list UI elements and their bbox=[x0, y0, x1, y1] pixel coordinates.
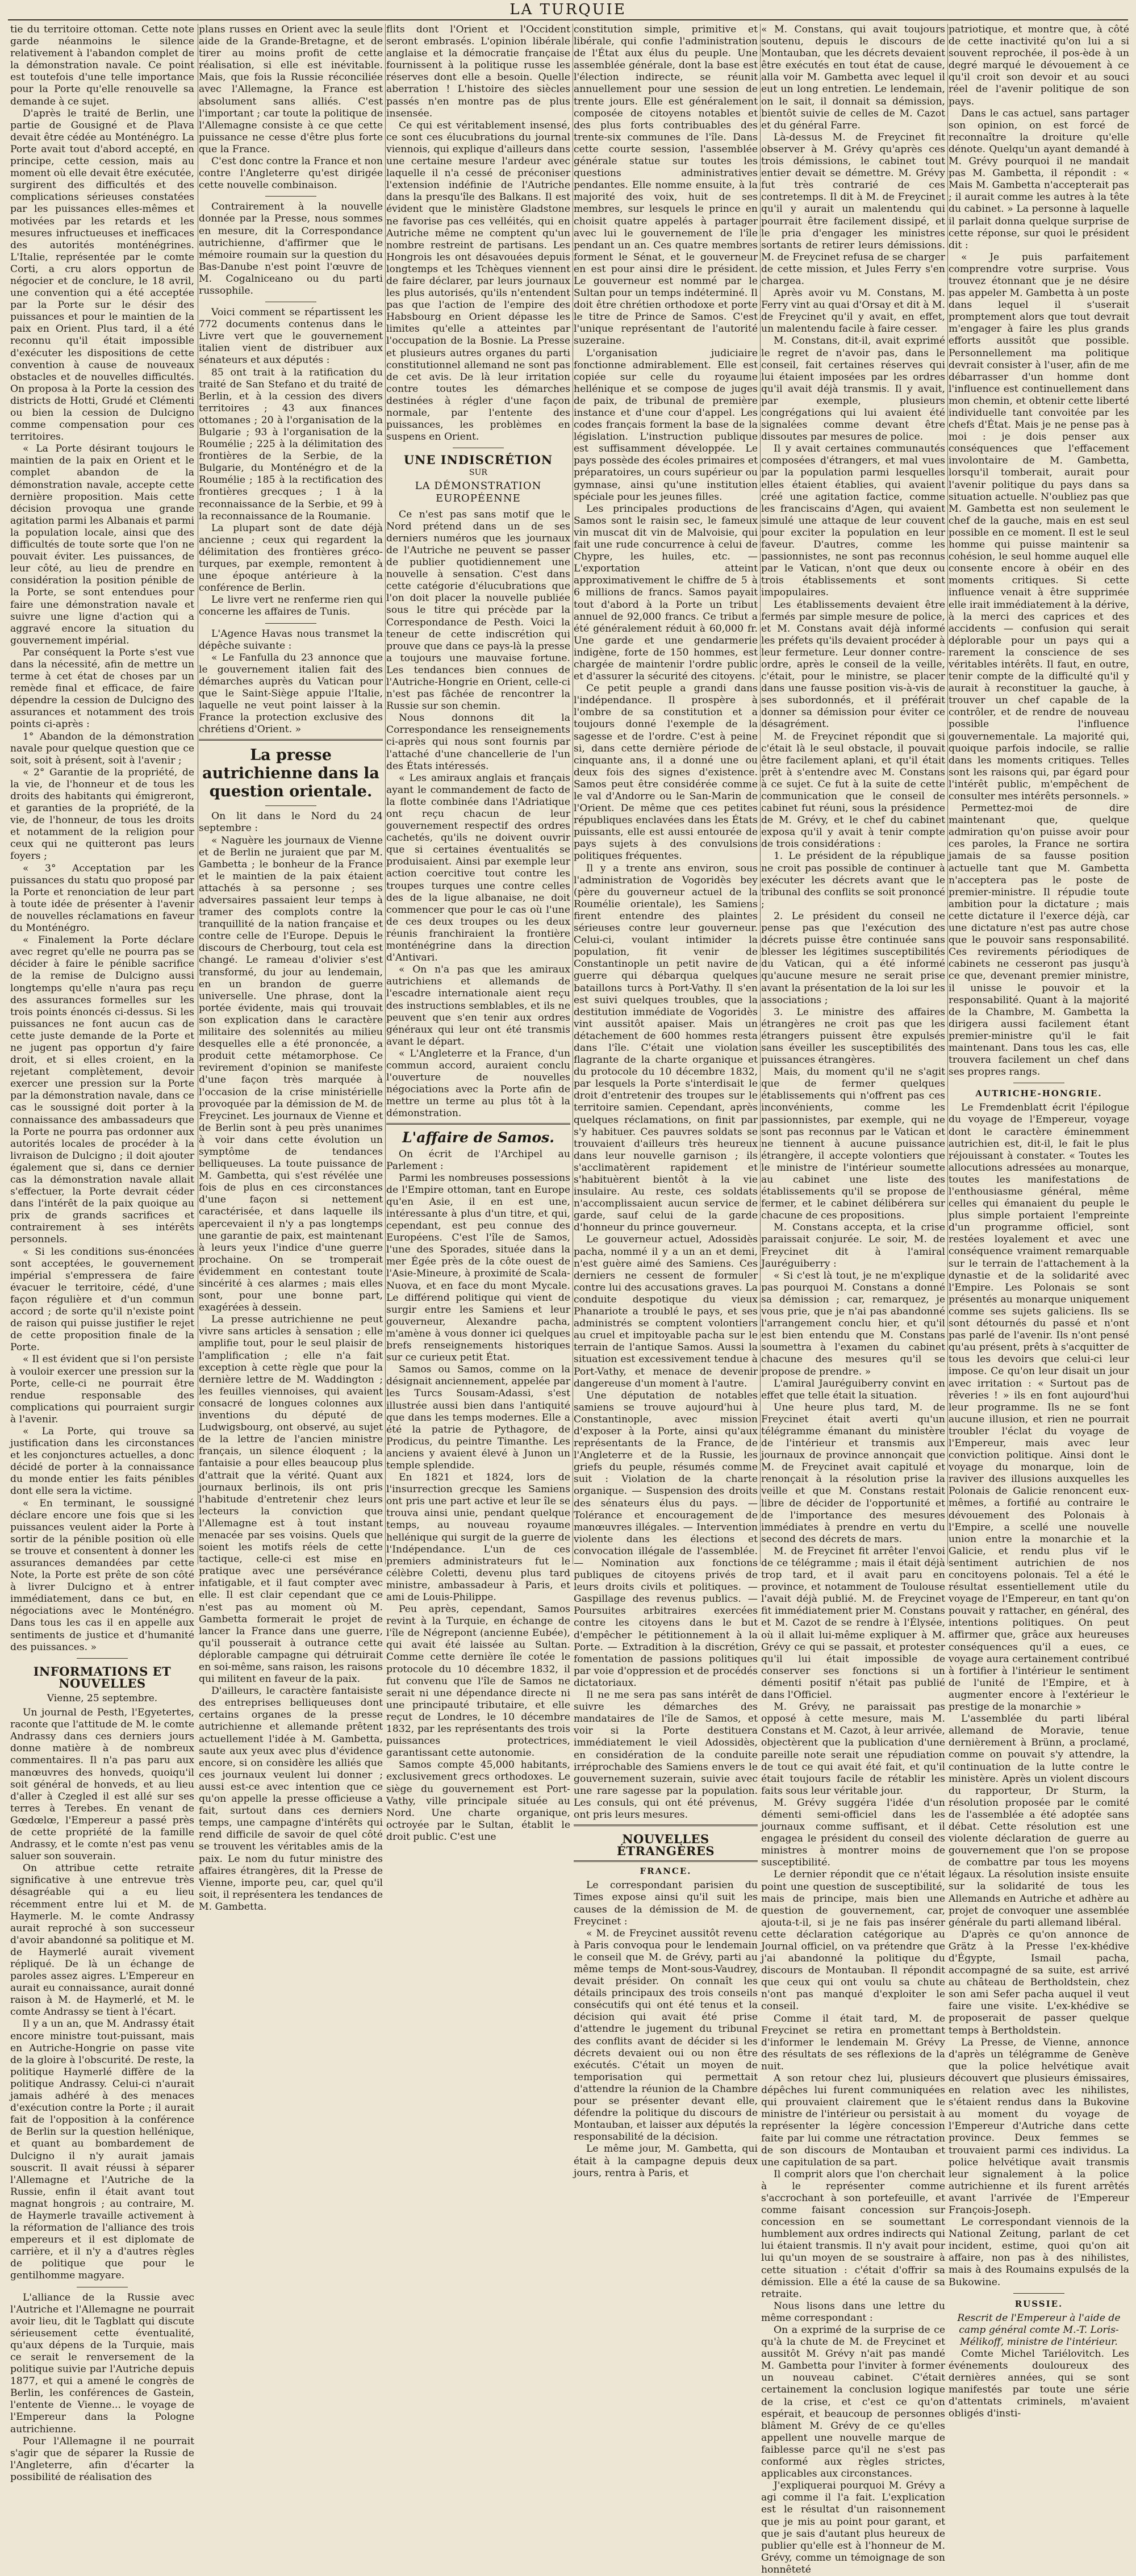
paragraph: Le Fremdenblatt écrit l'épilogue du voyage de l'Empereur, voyage dont le caractère éminemment autrichien est, dit-il, le fait le plus réjouissant à constater. « Toutes les allocutions adressées au monarque, toutes les manifestations de l'enthousiasme général, même celles qui émanaient du peuple le plus simple portaient l'empreinte d'un programme officiel, sont restées loyalement et avec une conséquence vraiment remarquable sur le terrain de l'attachement à la dynastie et de la solidarité avec l'Empire. Les Polonais se sont présentés au monarque uniquement comme ses sujets galiciens. Ils se sont détournés du passé et n'ont pas parlé de l'avenir. Ils n'ont pensé qu'au présent, prêts à s'acquitter de tous les devoirs que celui-ci leur impose. Ce qu'on leur disait un jour avec irritation : « Surtout pas de rêveries ! » ils en font aujourd'hui leur programme. Ils ne se font aucune illusion, et rien ne pourrait troubler l'éclat du voyage de l'Empereur, mais avec leur conviction politique. Ainsi dont le voyage du monarque, loin de raviver des illusions auxquelles les Polonais de Galicie renoncent eux-mêmes, a fortifié au contraire le dévouement des Polonais à l'Empire, a scellé une nouvelle union entre la monarchie et la Galicie, et rendu plus vif le sentiment autrichien de nos concitoyens polonais. Tel a été le résultat essentiellement utile du voyage de l'Empereur, en tant qu'on pouvait y rattacher, en général, des intentions politiques. On peut affirmer que, grâce aux heureuses conséquences qu'il a eues, ce voyage aura certainement contribué à fortifier à l'intérieur le sentiment de l'unité de l'Empire, et à augmenter encore à l'extérieur le prestige de la monarchie » bbox=[949, 1102, 1129, 1713]
paragraph: « Les amiraux anglais et français ayant le commandement de facto de la flotte combinée dans l'Adriatique ont reçu chacun de leur gouvernement respectif des ordres cachetés, qu'ils ne doivent ouvrir que si certaines éventualités se produisaient. Ainsi par exemple leur action coercitive tout contre les troupes turques une contre celles des de la ligue albanaise, ne doit commencer que pour le cas où l'une de ces deux troupes ou les deux réunis franchiraient la frontière monténégrine dans la direction d'Antivari. bbox=[386, 772, 570, 964]
paragraph: Samos compte 45,000 habitants, exclusivement grecs orthodoxes. Le siège du gouvernement est Port-Vathy, ville principale située au Nord. Une charte organique, octroyée par le Sultan, établit le droit public. C'est une bbox=[386, 1759, 570, 1843]
article-headline: L'affaire de Samos. bbox=[402, 1129, 554, 1146]
paragraph: En 1821 et 1824, lors de l'insurrection grecque les Samiens ont pris une part active et leur île se trouva ainsi unie, pendant quelque temps, au nouveau royaume hellénique qui surgit de la guerre de l'Indépendance. L'un de ces premiers administrateurs fut le célèbre Coletti, devenu plus tard ministre, ambassadeur à Paris, et ami de Louis-Philippe. bbox=[386, 1472, 570, 1603]
dateline: Vienne, 25 septembre. bbox=[47, 1692, 158, 1704]
paragraph: A son retour chez lui, plusieurs dépêches lui furent communiquées qui prouvaient clairement que le ministre de l'intérieur ou persistait à représenter la légère concession faite par lui comme une rétractation de son discours de Montauban et une capitulation de sa part. bbox=[761, 2073, 945, 2168]
paragraph: Ce n'est pas sans motif que le Nord prétend dans un de ses derniers numéros que les journaux de l'Autriche ne peuvent se passer de publier quotidiennement une nouvelle à sensation. C'est dans cette catégorie d'élucubrations que l'on doit placer la nouvelle publiée sous le titre qui précède par la Correspondance de Pesth. Voici la teneur de cette indiscrétion qui prouve que dans ce pays-là la presse a toujours une mauvaise fortune. Les tendances bien connues de l'Autriche-Hongrie en Orient, celle-ci n'est pas fâchée de rencontrer la Russie sur son chemin. bbox=[386, 508, 570, 712]
column-5 bbox=[761, 24, 945, 2575]
column-2 bbox=[199, 24, 383, 1913]
paragraph: L'Agence Havas nous transmet la dépêche suivante : bbox=[199, 628, 383, 652]
paragraph: Dans le cas actuel, sans partager son opinion, on est forcé de reconnaître la droiture qu'elle dénote. Quelqu'un ayant demandé à M. Grévy pourquoi il ne mandait pas M. Gambetta, il répondit : « Mais M. Gambetta n'accepterait pas ; il aurait comme les autres à la tête du cabinet. » La personne à laquelle il parlait donna quelque surprise de cette réponse, sur quoi le président dit : bbox=[949, 107, 1129, 251]
paragraph: On écrit de l'Archipel au Parlement : bbox=[386, 1148, 570, 1172]
paragraph: Le gouverneur actuel, Adossidès pacha, nommé il y a un an et demi, n'est guère aimé des Samiens. Ces derniers ne cessent de formuler contre lui des accusations graves. La conduite despotique du vieux Phanariote a troublé le pays, et ses administrés se comptent volontiers au cruel et impitoyable pacha sur le terrain de l'antique Samos. Aussi la situation est excessivement tendue à Port-Vathy, et menace de devenir dangereuse d'un moment à l'autre. bbox=[574, 1234, 758, 1389]
paragraph: « 2° Garantie de la propriété, de la vie, de l'honneur et de tous les droits des habitants qui émigreront, et garanties de la propriété, de la vie, de l'honneur, de tous les droits et notamment de la religion pour ceux qui ne quitteront pas leurs foyers ; bbox=[10, 766, 194, 862]
paragraph: M. de Freycinet fit arrêter l'envoi de ce télégramme ; mais il était déjà trop tard, et il avait paru en province, et notamment de Toulouse l'avait déjà publié. M. de Freycinet fit immédiatement prier M. Constans et M. Cazot de se rendre à l'Élysée, où il allait lui-même expliquer à M. Grévy ce qui se passait, et protester qu'il lui était impossible de conserver ses fonctions si un démenti positif n'était pas publié dans l'Officiel. bbox=[761, 1545, 945, 1701]
paragraph: Mais, du moment qu'il ne s'agit que de fermer quelques établissements qui n'offrent pas ces inconvénients, comme les passionnistes, par exemple, qui ne sont pas reconnus par le Vatican et ne tiennent à aucune puissance étrangère, il accepte volontiers que le ministre de l'intérieur soumette au cabinet une liste des établissements qu'il se propose de fermer, et le cabinet délibérera sur chacune de ces propositions. bbox=[761, 1066, 945, 1222]
divider bbox=[386, 1123, 570, 1125]
paragraph: Ce petit peuple a grandi dans l'indépendance. Il prospère à l'ombre de sa constitution et a toujours donné l'exemple de la sagesse et de l'ordre. C'est à peine si, dans cette dernière période de cinquante ans, il a donné une ou deux fois des signes d'existence. Samos peut être considérée comme le val d'Andorre ou le San-Marin de l'Orient. De même que ces petites républiques enclavées dans les États puissants, elle est aussi entourée de pays sujets à des convulsions politiques fréquentes. bbox=[574, 683, 758, 862]
paragraph: Le livre vert ne renferme rien qui concerne les affaires de Tunis. bbox=[199, 594, 383, 618]
column-divider bbox=[947, 24, 948, 1564]
paragraph: Par conséquent la Porte s'est vue dans la nécessité, afin de mettre un terme à cet état de choses par un remède final et efficace, de faire dépendre la cession de Dulcigno des assurances et notamment des trois points ci-après : bbox=[10, 646, 194, 730]
column-6 bbox=[949, 24, 1129, 2420]
paragraph: Les établissements devaient être fermés par simple mesure de police, et M. Constans avait déjà informé les préfets qu'ils devaient procéder à leur fermeture. Leur donner contre-ordre, après le conseil de la veille, c'était, pour le ministre, se placer dans une fausse position vis-à-vis de ses subordonnés, et il préférait donner sa démission pour éviter ce désagrément. bbox=[761, 599, 945, 730]
paragraph: « 3° Acceptation par les puissances du statu quo proposé par la Porte et renonciation de leur part à toute idée de présenter à l'avenir de nouvelles réclamations en faveur du Monténégro. bbox=[10, 862, 194, 934]
paragraph: Contrairement à la nouvelle donnée par la Presse, nous sommes en mesure, dit la Correspondance autrichienne, d'affirmer que le mémoire roumain sur la question du Bas-Danube n'est point l'œuvre de M. Cogalniceano ou du parti russophile. bbox=[199, 201, 383, 297]
paragraph: On lit dans le Nord du 24 septembre : bbox=[199, 811, 383, 834]
paragraph: L'alliance de la Russie avec l'Autriche et l'Allemagne ne pourrait avoir lieu, dit le Tagblatt qui discute sérieusement cette éventualité, qu'aux dépens de la Turquie, mais ce serait le renversement de la politique suivie par l'Autriche depuis 1877, et qui a amené le congrès de Berlin, les conférences de Gastein, l'entente de Vienne... le voyage de l'Empereur dans la Pologne autrichienne. bbox=[10, 2291, 194, 2435]
paragraph: 3. Le ministre des affaires étrangères ne croit pas que les étrangers puissent être expulsés sans éveiller les susceptibilités des puissances étrangères. bbox=[761, 1006, 945, 1066]
country-heading: RUSSIE. bbox=[1014, 2298, 1063, 2309]
divider bbox=[199, 739, 383, 741]
paragraph: « Je puis parfaitement comprendre votre surprise. Vous trouvez étonnant que je ne désire pas appeler M. Gambetta à un poste dans lequel il s'userait promptement alors que tout devrait m'engager à faire les plus grands efforts aussitôt que possible. Personnellement ma politique devrait consister à l'user, afin de me débarrasser d'un homme dont l'influence est continuellement dans mon chemin, et obtenir cette liberté individuelle tant convoitée par les chefs d'État. Mais je ne pense pas à moi : je dois penser aux conséquences que l'effacement involontaire de M. Gambetta, lorsqu'il tomberait, aurait pour l'avenir politique du pays dans sa situation actuelle. N'oubliez pas que M. Gambetta est non seulement le chef de la gauche, mais en est seul possible en ce moment. Il est le seul homme qui puisse maintenir sa cohésion, le seul homme auquel elle consente encore à obéir en des moments critiques. Si cette influence venait à être supprimée elle irait immédiatement à la dérive, à la merci des caprices et des accidents — confusion qui serait déplorable pour un pays qui a rarement la conscience de ses véritables intérêts. Il faut, en outre, tenir compte de la difficulté qu'il y aurait à reconstituer la gauche, à trouver un chef capable de la contrôler, et de rendre de nouveau possible l'influence gouvernementale. La majorité qui, quoique parfois indocile, se rallie dans les moments critiques. Telles sont les raisons qui, par égard pour l'intérêt public, m'empêchent de consulter mes intérêts personnels. » bbox=[949, 251, 1129, 802]
paragraph: La plupart sont de date déjà ancienne ; ceux qui regardent la délimitation des frontières gréco-turques, par exemple, remontent à une époque antérieure à la conférence de Berlin. bbox=[199, 522, 383, 594]
paragraph: Le dernier répondit que ce n'était point une question de susceptibilité, mais de principe, mais bien une question de gouvernement, car, ajouta-t-il, si je ne fais pas insérer cette déclaration catégorique au Journal officiel, on va prétendre que j'ai abandonné la politique du discours de Montauban. Il répondit que ceux qui ont voulu sa chute n'ont pas manqué d'exploiter le conseil. bbox=[761, 1869, 945, 2013]
paragraph: 85 ont trait à la ratification du traité de San Stefano et du traité de Berlin, et à la cession des divers territoires ; 43 aux finances ottomanes ; 20 à l'organisation de la Bulgarie ; 93 à l'organisation de la Roumélie ; 225 à la délimitation des frontières de la Serbie, de la Bulgarie, du Monténégro et de la Roumélie ; 185 à la rectification des frontières grecques ; 1 à la reconnaissance de la Serbie, et 99 à la reconnaissance de la Roumanie. bbox=[199, 366, 383, 522]
paragraph: Il comprit alors que l'on cherchait à le représenter comme s'accrochant à son portefeuille, et comme faisant concession sur concession en se soumettant humblement aux ordres indirects qui lui étaient transmis. Il n'y avait pour lui qu'un moyen de se soustraire à cette situation : c'était d'offrir sa démission. Elle a été la cause de sa retraite. bbox=[761, 2168, 945, 2300]
paragraph: La Presse, de Vienne, annonce d'après un télégramme de Genève que la police helvétique avait découvert que plusieurs émissaires, en relation avec les nihilistes, s'étaient rendus dans la Bukovine au moment du voyage de l'Empereur d'Autriche dans cette province. Deux femmes se trouvaient parmi ces individus. La police helvétique avait transmis leur signalement à la police autrichienne et ils furent arrêtés avant l'arrivée de l'Empereur François-Joseph. bbox=[949, 2036, 1129, 2216]
paragraph: D'après ce qu'on annonce de Grätz à la Presse l'ex-khédive d'Égypte, Ismail pacha, accompagné de sa suite, est arrivé au château de Bertholdstein, chez son ami Sefer pacha auquel il veut faire une visite. L'ex-khédive se proposerait de passer quelque temps à Bertholdstein. bbox=[949, 1928, 1129, 2036]
paragraph: Permettez-moi de dire maintenant que, quelque admiration qu'on puisse avoir pour ces paroles, la France ne sortira jamais de sa fausse position actuelle tant que M. Gambetta n'acceptera pas le poste de premier-ministre. Il répudie toute ambition pour la dictature ; mais cette dictature il l'exerce déjà, car une dictature n'est pas autre chose que le pouvoir sans responsabilité. Ces revirements périodiques de cabinets ne cesseront pas jusqu'à ce que, devenant premier ministre, il unisse le pouvoir et la responsabilité. Quant à la majorité de la Chambre, M. Gambetta la dirigera aussi facilement étant premier-ministre qu'il le fait maintenant. Dans tous les cas, elle trouvera facilement un chef dans ses propres rangs. bbox=[949, 803, 1129, 1078]
paragraph: patriotique, et montre que, à côté de cette inactivité qu'on lui a si souvent reprochée, il pos-ède à un degré marqué le dévouement à ce qu'il croit son devoir et au souci réel de l'avenir politique de son pays. bbox=[949, 24, 1129, 107]
paragraph: Une députation de notables samiens se trouve aujourd'hui à Constantinople, avec mission d'exposer à la Porte, ainsi qu'aux représentants de la France, de l'Angleterre et de la Russie, les griefs du peuple, résumés comme suit : Violation de la charte organique. — Suspension des droits des sénateurs élus du pays. — Tolérance et encouragement de manœuvres illégales. — Intervention violente dans les élections et convocation illégale de l'assemblée. — Nomination aux fonctions publiques de citoyens privés de leurs droits civils et politiques. — Gaspillage des revenus publics. — Poursuites arbitraires exercées contre les citoyens dans le but d'empêcher le pétitionnement à la Porte. — Extradition à la discrétion, fomentation de passions politiques par voie d'oppression et de procédés dictatoriaux. bbox=[574, 1389, 758, 1689]
paragraph: L'organisation judiciaire fonctionne admirablement. Elle est copiée sur celle du royaume hellénique et se compose de juges de paix, de tribunal de première instance et d'une cour d'appel. Les codes français forment la base de la législation. L'instruction publique est suffisamment développée. Le pays possède des écoles primaires et préparatoires, un cours supérieur ou gymnase, ainsi qu'une institution spéciale pour les jeunes filles. bbox=[574, 347, 758, 503]
paragraph: Nous donnons dit la Correspondance les renseignements ci-après qui nous sont fournis par l'attaché d'une chancellerie de l'un des États intéressés. bbox=[386, 712, 570, 772]
section-subline: SUR bbox=[469, 468, 487, 478]
column-divider bbox=[760, 24, 761, 1564]
paragraph: 1. Le président de la république ne croit pas possible de continuer à exécuter les décrets avant que le tribunal des conflits se soit prononcé ; bbox=[761, 850, 945, 910]
section-subheading: LA DÉMONSTRATION EUROPÉENNE bbox=[415, 480, 542, 504]
paragraph: Peu après, cependant, Samos revint à la Turquie, en échange de l'île de Négrepont (ancienne Eubée), qui avait été laissée au Sultan. Comme cette dernière île cotée le protocole du 10 décembre 1832, il fut convenu que l'île de Samos ne serait ni une dépendance directe ni une principauté tributaire, et elle reçut de Londres, le 10 décembre 1832, par les représentants des trois puissances protectrices, garantissant cette autonomie. bbox=[386, 1604, 570, 1759]
paragraph: Il ne me sera pas sans intérêt de suivre les démarches des mandataires de l'île de Samos, et voir si la Porte destituera immédiatement le vieil Adossidès, en considération de la conduite irréprochable des Samiens envers le gouvernement suzerain, suivie avec une rare sagesse par la population. Les consuls, qui ont été prévenus, ont pris leurs mesures. bbox=[574, 1689, 758, 1821]
divider bbox=[265, 623, 316, 624]
paragraph: Le même jour, M. Gambetta, qui était à la campagne depuis deux jours, rentra à Paris, et bbox=[574, 2143, 758, 2179]
column-4 bbox=[574, 24, 758, 2179]
section-heading: UNE INDISCRÉTION bbox=[403, 453, 553, 467]
country-heading: AUTRICHE-HONGRIE. bbox=[975, 1088, 1102, 1099]
paragraph: « En terminant, le soussigné déclare encore une fois que si les puissances veulent aider la Porte à sortir de la pénible position où elle se trouve et consentent à donner les assurances demandées par cette Note, la Porte est prête de son côté à livrer Dulcigno et à entrer immédiatement, dans ce but, en négociations avec le Monténégro. Dans tous les cas il en appelle aux sentiments de justice et d'humanité des puissances. » bbox=[10, 1497, 194, 1653]
paragraph: 2. Le président du conseil ne pense pas que l'exécution des décrets puisse être continuée sans blesser les légitimes susceptibilités du Vatican, qui a été informé qu'aucune mesure ne serait prise avant la présentation de la loi sur les associations ; bbox=[761, 910, 945, 1006]
masthead-rule bbox=[8, 19, 1128, 20]
divider bbox=[1013, 2293, 1064, 2294]
column-3 bbox=[386, 24, 570, 1843]
paragraph: On a exprimé de la surprise de ce qu'à la chute de M. de Freycinet et aussitôt M. Grévy n'ait pas mandé M. Gambetta pour l'inviter à former un nouveau cabinet. C'était certainement la conclusion logique de la crise, et c'est ce qu'on espérait, et beaucoup de personnes blâment M. Grévy de ce qu'elles appellent une nouvelle marque de faiblesse parce qu'il ne s'est pas conformé aux règles strictes, applicables aux circonstances. bbox=[761, 2324, 945, 2480]
paragraph: Rescrit de l'Empereur à l'aide de camp général comte M.-T. Loris-Mélikoff, ministre de l'intérieur. bbox=[957, 2312, 1121, 2348]
paragraph: J'expliquerai pourquoi M. Grévy a agi comme il l'a fait. L'explication est le résultat d'un raisonnement que je mis au point pour garant, et que je sais d'autant plus heureux de publier qu'elle est à l'honneur de M. Grévy, comme un témoignage de son honnêteté bbox=[761, 2480, 945, 2575]
divider bbox=[265, 805, 316, 806]
paragraph: « M. Constans, qui avait toujours soutenu, depuis le discours de Montauban, que les décrets devaient être exécutés en tout état de cause, alla voir M. Gambetta avec lequel il eut un long entretien. Le lendemain, on le sait, il donnait sa démission, bientôt suivie de celles de M. Cazot et du général Farre. bbox=[761, 24, 945, 131]
section-heading: INFORMATIONS ET NOUVELLES bbox=[33, 1664, 172, 1690]
paragraph: L'assemblée du parti libéral allemand de Moravie, tenue dernièrement à Brünn, a proclamé, comme on pouvait s'y attendre, la continuation de la lutte contre le ministère. Après un violent discours du rapporteur, Dr Sturm, la résolution proposée par le comité de l'assemblée a été adoptée sans débat. Cette résolution est une violente déclaration de guerre au gouvernement que l'on se propose de combattre par tous les moyens légaux. La résolution insiste ensuite sur la solidarité de tous les Allemands en Autriche et adhère au projet de convoquer une assemblée générale du parti allemand libéral. bbox=[949, 1713, 1129, 1928]
paragraph: « Il est évident que si l'on persiste à vouloir exercer une pression sur la Porte, celle-ci ne pourrait être rendue responsable des complications qui pourraient surgir à l'avenir. bbox=[10, 1354, 194, 1425]
paragraph: D'ailleurs, le caractère fantaisiste des entreprises belliqueuses dont certains organes de la presse autrichienne et allemande prêtent actuellement l'idée à M. Gambetta, saute aux yeux avec plus d'évidence encore, si on considère les alliés que ces journaux veulent lui donner ; aussi est-ce avec intention que ce qu'on appelle la presse officieuse a fait, surtout dans ces derniers temps, une campagne d'intérêts qui rend difficile de savoir de quel côté se trouvent les véritables amis de la paix. Le nom du futur ministre des affaires étrangères, dit la Presse de Vienne, importe peu, car, quel qu'il soit, il représentera les tendances de M. Gambetta. bbox=[199, 1685, 383, 1913]
divider bbox=[77, 1658, 128, 1659]
paragraph: « La Porte désirant toujours le maintien de la paix en Orient et le complet abandon de la démonstration navale, accepte cette dernière proposition. Mais cette décision provoqua une grande agitation parmi les Albanais et parmi la population locale, ainsi que des difficultés de toute sorte que l'on ne pouvait éviter. Les puissances, de leur côté, au lieu de prendre en considération la position pénible de la Porte, se sont entendues pour faire une démonstration navale et suivre une ligne d'action qui a aggravé encore la situation du gouvernement impérial. bbox=[10, 443, 194, 646]
paragraph: On attribue cette retraite significative à une entrevue très désagréable qui a eu lieu récemment entre lui et M. de Haymerle. M. le comte Andrassy aurait reproché à son successeur d'avoir abandonné sa politique et M. de Haymerlé aurait vivement répliqué. De là un échange de paroles assez aigres. L'Empereur en aurait eu connaissance, aurait donné raison à M. de Haymerlé, et M. le comte Andrassy se tient à l'écart. bbox=[10, 1863, 194, 2018]
paragraph: Il y avait certaines communautés composées d'étrangers, et mal vues par la population parmi lesquelles elles étaient établies, qui avaient créé une agitation factice, comme les franciscains d'Agen, qui avaient simulé une attaque de leur couvent pour exciter la population en leur faveur. D'autres, comme les passionnistes, ne sont pas reconnus par le Vatican, n'ont que deux ou trois établissements et sont impopulaires. bbox=[761, 443, 945, 599]
paragraph: 1° Abandon de la démonstration navale pour quelque question que ce soit, soit à présent, soit à l'avenir ; bbox=[10, 730, 194, 766]
country-heading: FRANCE. bbox=[640, 1866, 692, 1877]
paragraph: flits dont l'Orient et l'Occident seront embrasés. L'opinion libérale anglaise et la démocratie française fournissent à la politique russe les réserves dont elle a besoin. Quelle aberration ! L'histoire des siècles passés n'en montre pas de plus insensée. bbox=[386, 24, 570, 119]
section-heading: NOUVELLES ÉTRANGÈRES bbox=[616, 1832, 715, 1859]
article-headline: La presse autrichienne dans la question orientale. bbox=[202, 746, 379, 801]
paragraph: Il y a un an, que M. Andrassy était encore ministre tout-puissant, mais en Autriche-Hongrie on passe vite de la gloire à l'obscurité. De reste, la politique Haymerlé diffère de la politique Andrassy. Celui-ci n'aurait jamais adhéré à des menaces d'exécution contre la Porte ; il aurait fait de l'opposition à la conférence de Berlin sur la question hellénique, et quant au bombardement de Dulcigno il n'y aurait jamais souscrit. Il avait réussi à séparer l'Allemagne et l'Autriche de la Russie, enfin il était avant tout magnat hongrois ; au contraire, M. de Haymerle travaille activement à la réformation de l'alliance des trois empereurs et il est diplomate de carrière, et il n'y a d'autres règles de politique que pour le gentilhomme magyare. bbox=[10, 2018, 194, 2282]
paragraph: Comme il était tard, M. de Freycinet se retira en promettant d'informer le lendemain M. Grévy des résultats de ses réflexions de la nuit. bbox=[761, 2013, 945, 2072]
paragraph: Là-dessus M. de Freycinet fit observer à M. Grévy qu'après ces trois démissions, le cabinet tout entier devait se démettre. M. Grévy fut très contrarié de ces contretemps. Il dit à M. de Freycinet qu'il y aurait un malentendu qui pourrait être facilement dissipé, et le pria d'engager les ministres sortants de retirer leurs démissions. M. de Freycinet refusa de se charger de cette mission, et Jules Ferry s'en chargea. bbox=[761, 131, 945, 287]
paragraph: C'est donc contre la France et non contre l'Angleterre qu'est dirigée cette nouvelle combinaison. bbox=[199, 156, 383, 191]
masthead: LA TURQUIE bbox=[509, 1, 627, 18]
paragraph: M. Constans, dit-il, avait exprimé le regret de n'avoir pas, dans le conseil, fait certaines réserves qui lui étaient imposées par les ordres qu'il avait déjà transmis. Il y avait, par exemple, plusieurs congrégations qui lui avaient été signalées comme devant être dissoutes par mesures de police. bbox=[761, 335, 945, 443]
paragraph: M. Grévy, ne paraissait pas opposé à cette mesure, mais M. Constans et M. Cazot, à leur arrivée, objectèrent que la publication d'une pareille note serait une répudiation de tout ce qui avait été fait, et qu'il était toujours facile de rétablir les faits sous leur véritable jour. bbox=[761, 1701, 945, 1797]
paragraph: Samos ou Samos, comme on la désignait anciennement, appelée par les Turcs Sousam-Adassi, s'est illustrée aussi bien dans l'antiquité que dans les temps modernes. Elle a été la patrie de Pythagore, de Prodicus, du peintre Timanthe. Les anciens y avaient élevé à Junon un temple splendide. bbox=[386, 1364, 570, 1471]
column-1 bbox=[10, 24, 194, 2483]
paragraph: « Finalement la Porte déclare avec regret qu'elle ne pourra pas se décider à faire le pénible sacrifice de la remise de Dulcigno aussi longtemps qu'elle n'aura pas reçu des assurances formelles sur les trois points énoncés ci-dessus. Si les puissances ne font aucun cas de cette juste demande de la Porte et ne jugent pas opportun d'y faire droit, et si elles croient, en la rejetant complètement, devoir exercer une pression sur la Porte par la démonstration navale, dans ce cas le soussigné doit porter à la connaissance des ambassadeurs que la Porte ne pourra pas ordonner aux autorités locales de procéder à la livraison de Dulcigno ; il doit ajouter également que si, dans ce dernier cas la démonstration navale allait s'effectuer, la Porte devrait céder dans l'intérêt de la paix quoique au prix de grands sacrifices et contrairement à ses intérêts personnels. bbox=[10, 934, 194, 1246]
paragraph: M. de Freycinet répondit que si c'était là le seul obstacle, il pouvait être facilement aplani, et qu'il était prêt à s'entendre avec M. Constans à ce sujet. Ce fut à la suite de cette communication que le conseil de cabinet fut réuni, sous la présidence de M. Grévy, et le chef du cabinet exposa qu'il y avait à tenir compte de trois considérations : bbox=[761, 730, 945, 850]
paragraph: tie du territoire ottoman. Cette note garde néanmoins le silence relativement à l'abandon complet de la démonstration navale. Ce point est toutefois d'une telle importance pour la Porte qu'elle renouvelle sa demande à ce sujet. bbox=[10, 24, 194, 107]
paragraph: Un journal de Pesth, l'Egyetertes, raconte que l'attitude de M. le comte Andrassy dans ces derniers jours donne matière à de nombreux commentaires. Il n'a pas paru aux manœuvres des honveds, quoiqu'il soit général de honveds, et au lieu d'aller à Czegled il est allé sur ses terres à Terebes. En venant de Gœdœlœ, l'Empereur a passé près de cette propriété de la famille Andrassy, et le comte n'est pas venu saluer son souverain. bbox=[10, 1707, 194, 1863]
paragraph: constitution simple, primitive et libérale, qui confie l'administration de l'État aux élus du peuple. Une assemblée générale, dont la base est l'élection indirecte, se réunit annuellement pour une session de trente jours. Elle est généralement composée de citoyens notables et des plus forts contribuables des trente-six communes de l'île. Dans cette courte session, l'assemblée générale statue sur toutes les questions administratives pendantes. Elle nomme ensuite, à la majorité des voix, huit de ses membres, sur lesquels le prince en choisit quatre appelés à partager avec lui le gouvernement de l'île pendant un an. Ces quatre membres forment le Sénat, et le gouverneur en est pour ainsi dire le président. Le gouverneur est nommé par le Sultan pour un temps indéterminé. Il doit être chrétien orthodoxe et porte le titre de Prince de Samos. C'est l'unique représentant de l'autorité suzeraine. bbox=[574, 24, 758, 347]
paragraph: Comte Michel Tariélovitch. Les événements douloureux des dernières années, qui se sont manifestés par toute une série d'attentats criminels, m'avaient obligés d'insti- bbox=[949, 2348, 1129, 2420]
paragraph: Voici comment se répartissent les 772 documents contenus dans le Livre vert que le gouvernement italien vient de distribuer aux sénateurs et aux députés : bbox=[199, 307, 383, 366]
paragraph: « L'Angleterre et la France, d'un commun accord, auraient conclu l'ouverture de nouvelles négociations avec la Porte afin de mettre un terme au plus tôt à la démonstration. bbox=[386, 1047, 570, 1120]
paragraph: D'après le traité de Berlin, une partie de Gousigné et de Plava devait être cédée au Monténégro. La Porte avait tout d'abord accepté, en principe, cette cession, mais au moment où elle devait être exécutée, surgirent des difficultés et des complications sérieuses constatées par les puissances elles-mêmes et motivées par les retards et les mesures infructueuses et inefficaces des autorités monténégrines. L'Italie, représentée par le comte Corti, a cru alors opportun de négocier et de conclure, le 18 avril, une convention qui a été acceptée par la Porte sur le désir des puissances et pour le maintien de la paix en Orient. Plus tard, il a été reconnu qu'il était impossible d'exécuter les dispositions de cette convention à cause de nouveaux obstacles et de nouvelles difficultés. On proposa à la Porte la cession des districts de Hotti, Grudé et Clémenti ou bien la cession de Dulcigno comme compensation pour ces territoires. bbox=[10, 107, 194, 443]
paragraph: « Si c'est là tout, je ne m'explique pas pourquoi M. Constans a donné sa démission ; car, remarquez, je vous prie, que je n'ai pas abandonné l'arrangement conclu hier, et qu'il est bien entendu que M. Constans soumettra à l'examen du cabinet chacune des mesures qu'il se propose de prendre. » bbox=[761, 1270, 945, 1377]
paragraph: plans russes en Orient avec la seule aide de la Grande-Bretagne, et de tirer au moins profit de cette réalisation, si elle est inévitable. Mais, que fois la Russie réconciliée avec l'Allemagne, la France est absolument sans alliés. C'est l'important ; car toute la politique de l'Allemagne consiste à ce que cette puissance ne cesse d'être plus forte que la France. bbox=[199, 24, 383, 155]
paragraph: Le correspondant viennois de la National Zeitung, parlant de cet incident, estime, quoi qu'on ait affaire, non pas à des nihilistes, mais à des Roumains expulsés de la Bukowine. bbox=[949, 2216, 1129, 2288]
paragraph: Le correspondant parisien du Times expose ainsi qu'il suit les causes de la démission de M. de Freycinet : bbox=[574, 1880, 758, 1927]
paragraph: Les principales productions de Samos sont le raisin sec, le fameux vin muscat dit vin de Malvoisie, qui fait une rude concurrence à celui de Chypre, les huiles, etc. — L'exportation atteint approximativement le chiffre de 5 à 6 millions de francs. Samos payait tout d'abord à la Porte un tribut annuel de 92,000 francs. Ce tribut a été généralement réduit à 60,000 fr. Une garde et une gendarmerie indigène, forte de 150 hommes, est chargée de maintenir l'ordre public et d'assurer la sécurité des citoyens. bbox=[574, 503, 758, 683]
paragraph: Après avoir vu M. Constans, M. Ferry vint au quai d'Orsay et dit à M. de Freycinet qu'il y avait, en effet, un malentendu facile à faire cesser. bbox=[761, 287, 945, 335]
divider bbox=[574, 1860, 758, 1862]
paragraph: « Si les conditions sus-énoncées sont acceptées, le gouvernement impérial s'empressera de faire évacuer le territoire, cédé, d'une façon régulière et d'un commun accord ; de sorte qu'il n'existe point de raison qui puisse justifier le rejet de cette proposition finale de la Porte. bbox=[10, 1246, 194, 1354]
column-divider bbox=[385, 24, 386, 1564]
divider bbox=[574, 1825, 758, 1826]
paragraph: Il y a trente ans environ, sous l'administration de Vogoridès bey (père du gouverneur actuel de la Roumélie orientale), les Samiens firent entendre des plaintes sérieuses contre leur gouverneur. Celui-ci, voulant intimider la population, fit venir de Constantinople un petit navire de guerre qui débarqua quelques bataillons turcs à Port-Vathy. Il s'en est suivi quelques troubles, que la destitution immédiate de Vogoridès vint aussitôt apaiser. Mais un détachement de 600 hommes resta dans l'île. C'était une violation flagrante de la charte organique et du protocole du 10 décembre 1832, par lesquels la Porte s'interdisait le droit d'entretenir des troupes sur le territoire samien. Cependant, après quelques réclamations, on finit par s'y habituer. Ces pauvres soldats se trouvaient d'ailleurs très heureux dans leur nouvelle garnison ; ils s'acclimatèrent rapidement et s'habituèrent bientôt à la vie insulaire. Au reste, ces soldats n'accomplissaient aucun service de garde, sauf celui de la garde d'honneur du prince gouverneur. bbox=[574, 862, 758, 1234]
paragraph: « La Porte, qui trouve sa justification dans les circonstances et les conjonctures actuelles, a donc décidé de porter à la connaissance du monde entier les faits pénibles dont elle sera la victime. bbox=[10, 1425, 194, 1497]
paragraph: M. Grévy suggéra l'idée d'un démenti semi-officiel dans les journaux comme suffisant, et il engagea le président du conseil des ministres à montrer moins de susceptibilité. bbox=[761, 1797, 945, 1869]
paragraph: « Le Fanfulla du 23 annonce que le gouvernement italien fait des démarches auprès du Vatican pour que le Saint-Siège appuie l'Italie, laquelle ne veut point laisser à la France la protection exclusive des chrétiens d'Orient. » bbox=[199, 652, 383, 736]
paragraph: Parmi les nombreuses possessions de l'Empire ottoman, tant en Europe qu'en Asie, il en est une, intéressante à plus d'un titre, et qui, cependant, est peu connue des Européens. C'est l'île de Samos, l'une des Sporades, située dans la mer Égée près de la côte ouest de l'Asie-Mineure, à proximité de Scala-Nuova, et en face du mont Mycale. Le différend politique qui vient de surgir entre les Samiens et leur gouverneur, Alexandre pacha, m'amène à vous donner ici quelques brefs renseignements historiques sur ce curieux petit État. bbox=[386, 1172, 570, 1364]
paragraph: « M. de Freycinet aussitôt revenu à Paris convoqua pour le lendemain le conseil que M. de Grévy, parti au même temps de Mont-sous-Vaudrey, devait présider. On connaît les détails principaux des trois conseils consécutifs qui ont été tenus et la décision qui avait été prise d'attendre le jugement du tribunal des conflits avant de décider si les décrets devaient oui ou non être exécutés. C'était un moyen de temporisation qui permettait d'attendre la réunion de la Chambre pour se présenter devant elle, défendre la politique du discours de Montauban, et laisser aux députés la responsabilité de la décision. bbox=[574, 1927, 758, 2143]
paragraph: La presse autrichienne ne peut vivre sans articles à sensation ; elle amplifie tout, pour le seul plaisir de l'amplification ; elle n'a fait exception à cette règle que pour la dernière lettre de M. Waddington ; les feuilles viennoises, qui avaient consacré de longues colonnes aux inventions du député de Ludwigsbourg, ont observé, au sujet de la lettre de l'ancien ministre français, un silence éloquent ; la fantaisie a pour elles beaucoup plus d'attrait que la vérité. Quant aux journaux berlinois, ils ont pris l'habitude d'entretenir chez leurs lecteurs la conviction que l'Allemagne est à tout instant menacée par ses voisins. Quels que soient les motifs réels de cette tactique, celle-ci est mise en pratique avec une persévérance infatigable, et il faut compter avec elle. Il est clair cependant que ce n'est pas au moment où M. Gambetta formerait le projet de lancer la France dans une guerre, qu'il pousserait à outrance cette déplorable campagne qui détruirait en soi-même, sans raison, les raisons qui militent en faveur de la paix. bbox=[199, 1314, 383, 1685]
paragraph: L'amiral Jauréguiberry convint en effet que telle était la situation. bbox=[761, 1377, 945, 1401]
paragraph: « On n'a pas que les amiraux autrichiens et allemands de l'escadre internationale aient reçu des instructions semblables, et ils ne peuvent que s'en tenir aux ordres généraux qui leur ont été transmis avant le départ. bbox=[386, 964, 570, 1047]
paragraph: Une heure plus tard, M. de Freycinet était averti qu'un télégramme émanant du ministère de l'intérieur et transmis aux journaux de province annonçait que M. de Freycinet avait capitulé et renonçait à la résolution prise la veille et que M. Constans restait libre de décider de l'opportunité et de l'importance des mesures immédiates à prendre en vertu du second des décrets de mars. bbox=[761, 1401, 945, 1545]
divider bbox=[265, 196, 316, 197]
paragraph: M. Constans accepta, et la crise paraissait conjurée. Le soir, M. de Freycinet dit à l'amiral Jauréguiberry : bbox=[761, 1222, 945, 1270]
paragraph: Ce qui est véritablement insensé, ce sont ces élucubrations du journal viennois, qui explique d'ailleurs dans une certaine mesure l'ardeur avec laquelle il n'a cessé de préconiser l'extension indéfinie de l'Autriche dans la presqu'île des Balkans. Il est évident que le ministère Gladstone ne favorise pas ces velléités, qui en Autriche même ne comptent qu'un nombre restreint de partisans. Les Hongrois les ont désavouées depuis longtemps et les Tchèques viennent de faire déclarer, par leurs journaux les plus autorisés, qu'ils n'entendent pas que l'action de l'empire des Habsbourg en Orient dépasse les limites qu'elle a atteintes par l'occupation de la Bosnie. La Presse et plusieurs autres organes du parti constitutionnel allemand ne sont pas de cet avis. De là leur irritation contre toutes les démarches destinées à régler d'une façon normale, par l'entente des puissances, les problèmes en suspens en Orient. bbox=[386, 119, 570, 443]
paragraph: Pour l'Allemagne il ne pourrait s'agir que de séparer la Russie de l'Angleterre, afin d'écarter la possibilité de réalisation des bbox=[10, 2435, 194, 2483]
paragraph: Nous lisons dans une lettre du même correspondant : bbox=[761, 2300, 945, 2324]
paragraph: « Naguère les journaux de Vienne et de Berlin ne juraient que par M. Gambetta ; le bonheur de la France et le maintien de la paix étaient attachés à sa personne ; ses adversaires passaient leur temps à tramer des complots contre la tranquillité de la nation française et contre celle de l'Europe. Depuis le discours de Cherbourg, tout cela est changé. Le rameau d'olivier s'est transformé, du jour au lendemain, en un brandon de guerre universelle. Une phrase, dont la portée évidente, mais qui trouvait son explication dans le caractère militaire des solennités au milieu desquelles elle a été prononcée, a produit cette métamorphose. Ce revirement d'opinion se manifeste d'une façon très marquée à l'occasion de la crise ministérielle provoquée par la démission de M. de Freycinet. Les journaux de Vienne et de Berlin sont à peu près unanimes à voir dans cette évolution un symptôme de tendances belliqueuses. La toute puissance de M. Gambetta, qui s'est révélée une fois de plus en ces circonstances d'une façon si nettement caractérisée, et dans laquelle ils apercevaient il n'y a pas longtemps une garantie de paix, est maintenant à leurs yeux l'indice d'une guerre prochaine. On se tromperait évidemment en contestant toute sincérité à ces alarmes ; mais elles sont, pour une bonne part, exagérées à dessein. bbox=[199, 834, 383, 1314]
